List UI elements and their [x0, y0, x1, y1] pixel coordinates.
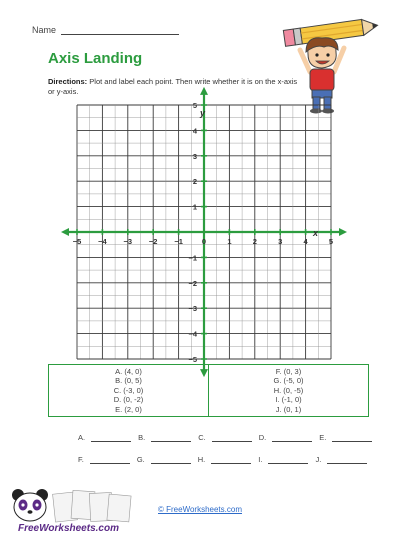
answer-letter: G.	[136, 455, 145, 464]
x-tick-label: −4	[98, 237, 107, 246]
answer-line[interactable]	[211, 456, 251, 464]
x-tick-label: 5	[328, 237, 334, 246]
answer-blank	[138, 433, 191, 442]
points-column-left	[49, 365, 208, 416]
answer-line[interactable]	[212, 434, 252, 442]
answer-letter: J.	[315, 455, 322, 464]
answer-row-2	[78, 455, 374, 464]
answer-line[interactable]	[332, 434, 372, 442]
y-axis-arrow-up	[200, 87, 208, 95]
point-entry: D. (0, -2)	[113, 395, 144, 405]
point-entry: B. (0, 5)	[115, 376, 142, 386]
y-tick-label: 4	[192, 126, 197, 136]
x-tick-label: −1	[174, 237, 183, 246]
points-column-right	[208, 365, 368, 416]
answer-letter: A.	[78, 433, 86, 442]
answer-line[interactable]	[151, 456, 191, 464]
answer-line[interactable]	[90, 456, 130, 464]
x-tick-label: 3	[278, 237, 283, 246]
y-tick-label: 3	[192, 151, 197, 161]
answer-blank	[259, 433, 313, 442]
answer-blank	[78, 455, 130, 464]
x-tick-label: −2	[148, 237, 158, 246]
y-tick-label: 1	[192, 202, 197, 212]
y-tick-label: −1	[188, 253, 197, 263]
point-entry: F. (0, 3)	[275, 366, 302, 376]
x-tick-label: −3	[123, 237, 133, 246]
directions-lead: Directions:	[48, 77, 88, 86]
y-tick-label: −4	[188, 329, 197, 339]
answer-line[interactable]	[151, 434, 191, 442]
y-tick-label: −2	[188, 278, 197, 288]
answer-letter: C.	[198, 433, 206, 442]
x-axis-label: x	[313, 228, 319, 238]
answer-blank	[319, 433, 372, 442]
answer-blank	[258, 455, 308, 464]
x-tick-label: 0	[201, 237, 207, 246]
point-entry: I. (-1, 0)	[275, 395, 302, 405]
answer-blank	[137, 455, 191, 464]
answer-blank	[198, 455, 252, 464]
y-tick-label: −5	[188, 355, 197, 364]
directions-body: Plot and label each point. Then write whether it is on the x-axis or y-axis.	[48, 77, 298, 96]
point-entry: H. (0, -5)	[273, 385, 304, 395]
x-tick-label: 4	[303, 237, 308, 246]
y-axis-label: y	[200, 108, 206, 118]
point-entry: E. (2, 0)	[115, 404, 142, 414]
point-entry: A. (4, 0)	[115, 366, 142, 376]
answer-line[interactable]	[268, 456, 308, 464]
answer-letter: D.	[258, 433, 267, 442]
x-axis-arrow-left	[61, 228, 69, 236]
answer-row-1	[78, 433, 379, 442]
y-tick-label: 5	[192, 101, 197, 110]
y-tick-label: −3	[188, 304, 197, 314]
point-entry: C. (-3, 0)	[113, 385, 144, 395]
freeworksheets-logo	[4, 485, 154, 535]
logo-text: FreeWorksheets.com	[18, 523, 119, 534]
answer-blank	[198, 433, 252, 442]
point-entry: J. (0, 1)	[275, 404, 302, 414]
x-axis-arrow-right	[339, 228, 347, 236]
answer-line[interactable]	[91, 434, 131, 442]
point-entry: G. (-5, 0)	[273, 376, 304, 386]
x-tick-label: 2	[252, 237, 257, 246]
answer-line[interactable]	[272, 434, 312, 442]
worksheet-title: Axis Landing	[48, 50, 143, 67]
x-tick-label: 1	[227, 237, 232, 246]
answer-letter: E.	[319, 433, 327, 442]
answer-line[interactable]	[327, 456, 367, 464]
answer-blank	[315, 455, 367, 464]
answer-letter: H.	[197, 455, 206, 464]
name-label: Name	[32, 25, 57, 35]
answer-letter: F.	[78, 455, 84, 464]
answer-blank	[78, 433, 131, 442]
answer-letter: I.	[258, 455, 263, 464]
x-tick-label: −5	[72, 237, 82, 246]
freeworksheets-link[interactable]: © FreeWorksheets.com	[158, 505, 242, 514]
points-table	[48, 364, 369, 417]
answer-letter: B.	[138, 433, 146, 442]
y-tick-label: 2	[192, 177, 197, 187]
